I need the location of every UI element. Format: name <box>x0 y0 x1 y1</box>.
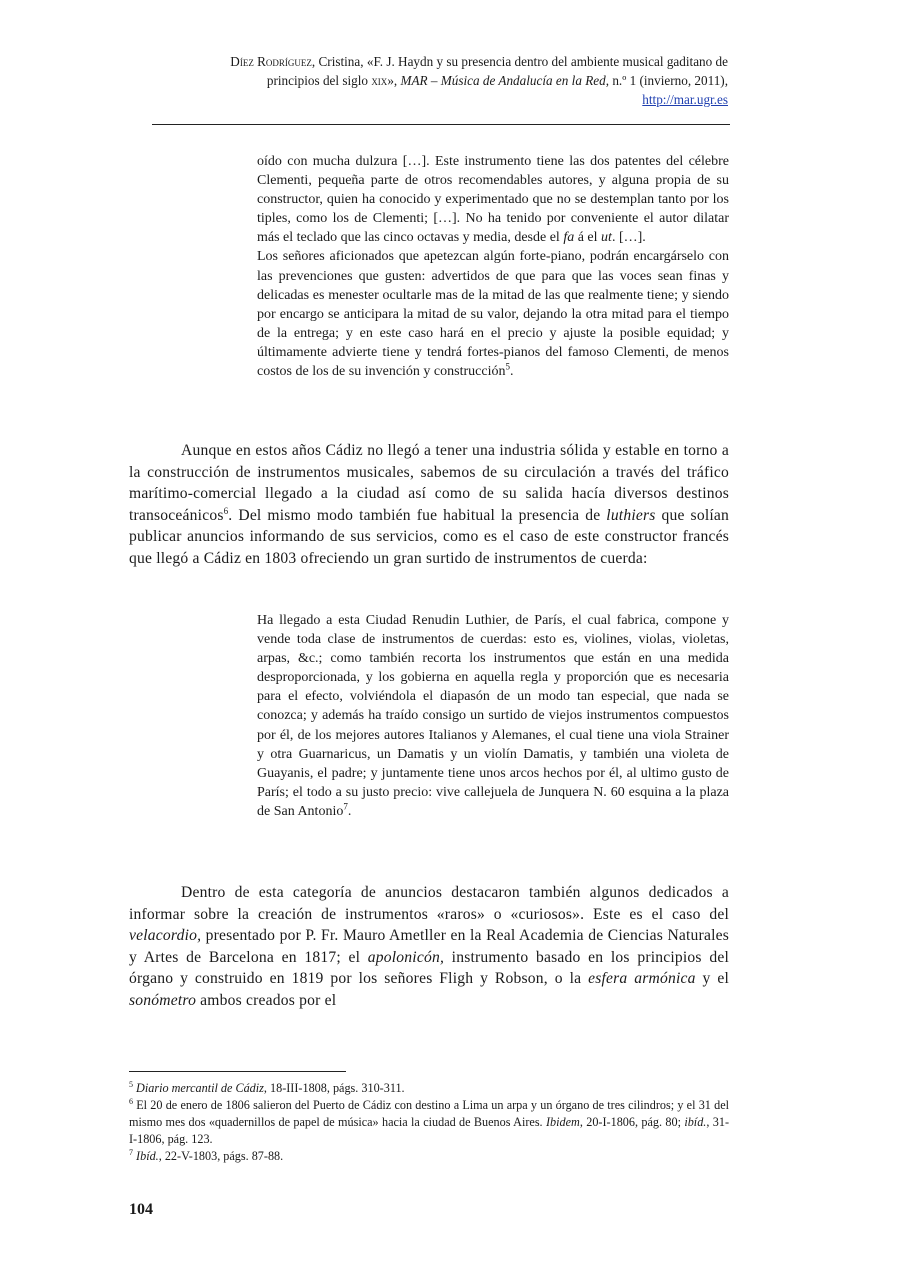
footnote-5 <box>129 1080 729 1097</box>
quote-paragraph <box>257 611 729 821</box>
footnote-text: , 18-III-1808, págs. 310-311. <box>263 1081 405 1095</box>
page-number: 104 <box>129 1201 153 1218</box>
body-text: que solían publicar anuncios informando de sus servicios, como es el caso de este constructor francés que llegó a Cádiz en 1803 ofreciendo un gran surtido de instrumentos de cuerda: <box>129 506 730 567</box>
quote-text: Ha llegado a esta Ciudad Renudin Luthier, de París, el cual fabrica, compone y vende toda clase de instrumentos de cuerdas: esto es, violines, violas, violetas, arpas, &c.; como también recorta los instrumentos que están en una medida desproporcionada, y los gobierna en aquella regla y proporción que es necesaria para el efecto, volviéndola el diapasón de un modo tan especial, que nada se conozca; y además ha traído consigo un surtido de viejos instrumentos compuestos por él, de los mejores autores Italianos y Alemanes, el cual tiene una viola Strainer y otra Guarnaricus, un Damatis y un violín Damatis, y también una violeta de Guayanis, el padre; y juntamente tiene unos arcos hechos por él, al ultimo gusto de París; el todo a su justo precio: vive callejuela de Junquera N. 60 esquina a la plaza de San Antonio <box>257 613 729 819</box>
quote-text: . […]. <box>611 230 646 246</box>
citation-text: », <box>387 73 401 88</box>
footnote-number: 7 <box>129 1147 133 1157</box>
quote-paragraph <box>257 247 729 381</box>
quote-text: oído con mucha dulzura […]. Este instrumento tiene las dos patentes del célebre Clementi, pequeña parte de otros recomendables autores, y alguna propia de su constructor, quien ha conocido y experimentado que no se destemplan tanto por los tiples, como los de Clementi; […]. No ha tenido por conveniente el autor dilatar más el teclado que las cinco octavas y media, desde el <box>257 154 729 246</box>
ibid-ref: Ibíd. <box>136 1149 159 1163</box>
footnote-text: , 22-V-1803, págs. 87-88. <box>158 1149 284 1163</box>
body-text: Dentro de esta categoría de anuncios destacaron también algunos dedicados a informar sobre la creación de instrumentos «raros» o «curiosos». Este es el caso del <box>129 884 729 923</box>
citation-line-1 <box>128 52 728 71</box>
journal-url-link[interactable]: http://mar.ugr.es <box>642 92 728 107</box>
journal-title: MAR – Música de Andalucía en la Red <box>400 73 606 88</box>
term-esfera-armonica: esfera armónica <box>588 970 696 988</box>
footnote-number: 6 <box>129 1096 133 1106</box>
citation-text: principios del siglo <box>266 73 372 88</box>
body-text: . Del mismo modo también fue habitual la presencia de <box>228 506 607 524</box>
footnote-text: , 20-I-1806, pág. 80; <box>579 1115 685 1129</box>
quote-text: á el <box>574 230 602 246</box>
block-quote-1 <box>257 152 729 381</box>
ibidem-ref: Ibidem <box>545 1115 580 1129</box>
source-title: Diario mercantil de Cádiz <box>136 1081 264 1095</box>
paragraph <box>129 440 729 570</box>
citation-line-2 <box>128 71 728 90</box>
header-rule <box>152 124 730 125</box>
author-surname: Díez Rodríguez <box>230 54 312 69</box>
footnote-7 <box>129 1148 729 1165</box>
body-paragraph-1 <box>129 440 729 570</box>
quote-text: . <box>509 364 514 380</box>
body-text: instrumento basado en los principios del órgano y construido en 1819 por los señores Fligh y Robson, o la <box>129 948 729 988</box>
note-ut: ut <box>601 230 612 246</box>
footnote-text: , 31-I-1806, pág. 123. <box>129 1115 729 1146</box>
footnote-number: 5 <box>129 1079 133 1089</box>
footnote-ref-6[interactable]: 6 <box>223 505 229 516</box>
body-text: presentado por P. Fr. Mauro Ametller en la Real Academia de Ciencias Naturales y Artes de Barcelona en 1817; el <box>129 927 729 966</box>
paragraph <box>129 882 729 1012</box>
term-sonometro: sonómetro <box>129 991 197 1009</box>
body-text: Aunque en estos años Cádiz no llegó a tener una industria sólida y estable en torno a la construcción de instrumentos musicales, sabemos de su circulación a través del tráfico marítimo-comercial llegado a la ciudad así como de su salida hacía diversos destinos transoceánicos <box>129 442 729 524</box>
block-quote-2 <box>257 611 729 821</box>
footnote-rule <box>129 1071 346 1072</box>
note-fa: fa <box>563 230 575 246</box>
issue-info: , n.º 1 (invierno, 2011), <box>605 73 728 88</box>
footnote-ref-7[interactable]: 7 <box>343 801 348 812</box>
quote-text: . <box>347 803 352 819</box>
footnote-6 <box>129 1097 729 1148</box>
quote-paragraph <box>257 152 729 247</box>
term-luthiers: luthiers <box>606 506 656 524</box>
footnote-text: El 20 de enero de 1806 salieron del Puerto de Cádiz con destino a Lima un arpa y un órgano de tres cilindros; y el 31 del mismo mes dos «quadernillos de papel de música» hacia la ciudad de Buenos Aires. <box>129 1098 729 1129</box>
term-velacordio: velacordio, <box>129 927 202 945</box>
citation-header <box>128 52 728 109</box>
footnotes <box>129 1080 729 1165</box>
ibid-ref: ibíd. <box>684 1115 707 1129</box>
term-apolonicon: apolonicón, <box>367 948 445 966</box>
body-text: ambos creados por el <box>196 991 337 1009</box>
century: xix <box>371 73 388 88</box>
body-paragraph-2 <box>129 882 729 1012</box>
body-text: y el <box>695 970 729 988</box>
footnote-ref-5[interactable]: 5 <box>505 361 510 372</box>
author-rest: , Cristina, «F. J. Haydn y su presencia dentro del ambiente musical gaditano de <box>311 54 728 69</box>
quote-text: Los señores aficionados que apetezcan algún forte-piano, podrán encargárselo con las prevenciones que gusten: advertidos de que para que las voces sean finas y delicadas es menester ocultarle mas de la mitad de las que realmente tiene; y siendo por encargo se anticipara la mitad de su valor, dejando la otra mitad para el tiempo de la entrega; y en este caso hará en el precio y ajuste la posible equidad; y últimamente advierte tiene y tendrá fortes-pianos del famoso Clementi, de menos costos de los de su invención y construcción <box>257 249 729 380</box>
